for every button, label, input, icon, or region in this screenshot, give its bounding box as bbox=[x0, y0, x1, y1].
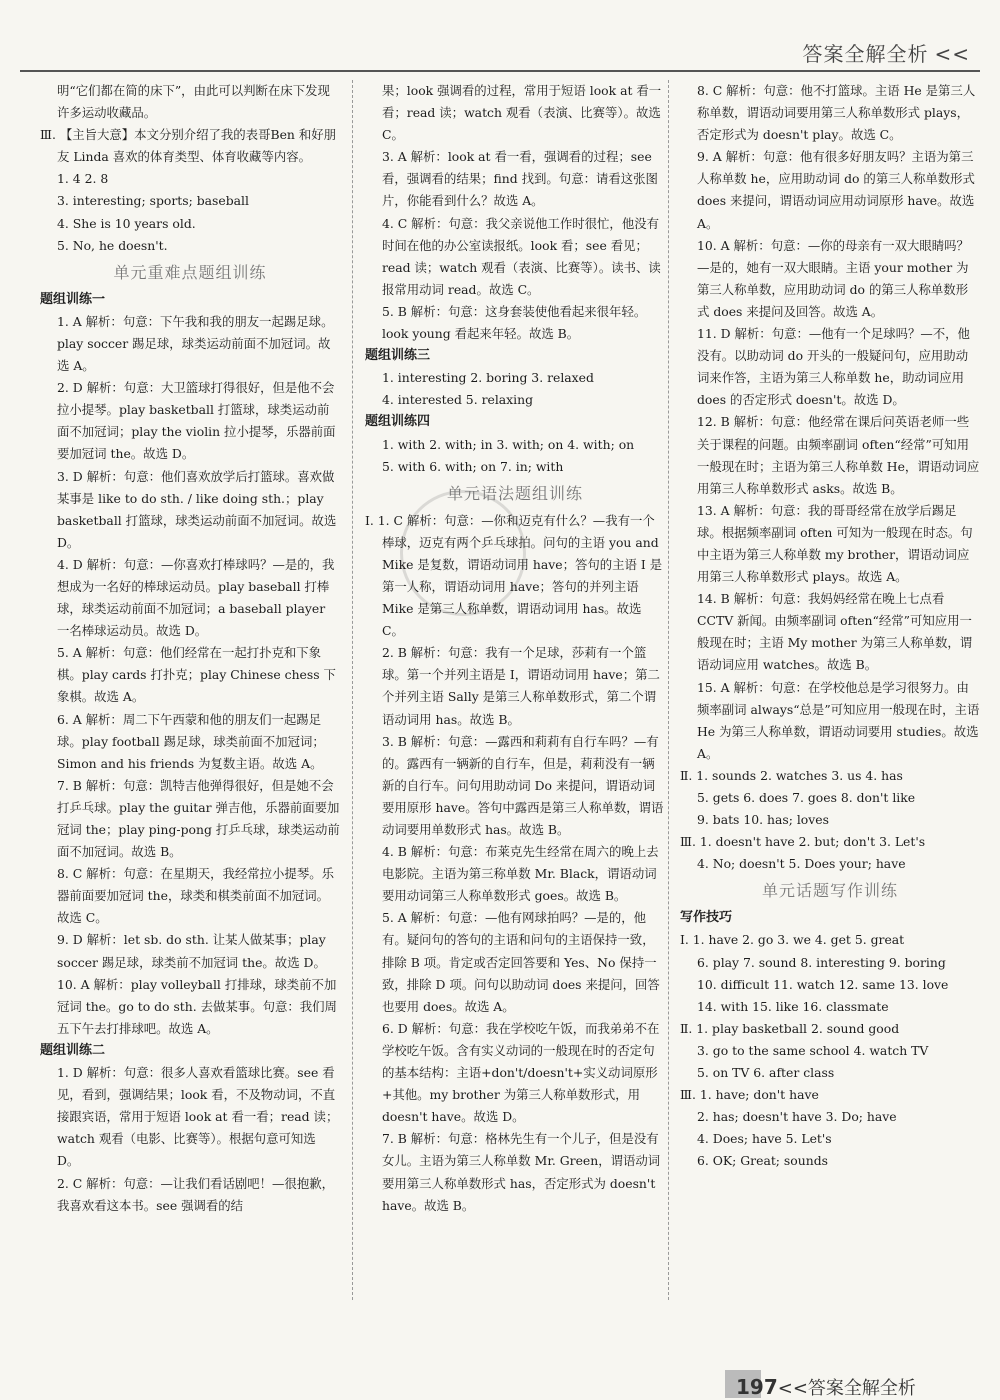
answer-paragraph: 13. A 解析：句意：我的哥哥经常在放学后踢足球。根据频率副词 often 可知为一般现在时态。句中主语为第三人称单数 my brother，谓语动词应用第三人称单数形式 plays。故选 A。 bbox=[697, 502, 973, 585]
page-header bbox=[802, 38, 970, 67]
answer-paragraph: Ⅰ. 1. C 解析：句意：—你和迈克有什么？—我有一个棒球，迈克有两个乒乓球拍。问句的主语 you and Mike 是复数，谓语动词用 have；答句的主语 I 是第一人称，谓语动词用 have；答句的并列主语 Mike 是第三人称单数，谓语动词用 has。故选 C。 bbox=[365, 512, 663, 639]
answer-paragraph: Ⅱ. 1. play basketball 2. sound good bbox=[680, 1020, 900, 1036]
answer-paragraph: 2. B 解析：句意：我有一个足球，莎莉有一个篮球。第一个并列主语是 I，谓语动词用 have；第二个并列主语 Sally 是第三人称单数形式，第二个谓语动词用 has。故选 B。 bbox=[382, 645, 660, 727]
answer-paragraph: 7. B 解析：句意：格林先生有一个儿子，但是没有女儿。主语为第三人称单数 Mr. Green，谓语动词要用第三人称单数形式 has，否定形式为 doesn't have。故选 B。 bbox=[382, 1131, 661, 1213]
column-left bbox=[40, 80, 340, 1217]
page-footer bbox=[736, 1374, 916, 1400]
section-title: 单元重难点题组训练 bbox=[113, 262, 267, 282]
answer-paragraph: 1. A 解析：句意：下午我和我的朋友一起踢足球。play soccer 踢足球，球类运动前面不加冠词。故选 A。 bbox=[57, 313, 334, 374]
footer-title: 答案全解全析 bbox=[807, 1378, 916, 1399]
answer-paragraph: 4. Does; have 5. Let's bbox=[697, 1131, 832, 1147]
answer-paragraph: 9. A 解析：句意：他有很多好朋友吗？主语为第三人称单数 he，应用助动词 do 的第三人称单数形式 does 来提问，谓语动词应用动词原形 have。故选 A。 bbox=[697, 149, 975, 231]
subsection-title: 题组训练一 bbox=[40, 291, 106, 307]
subsection-title: 题组训练二 bbox=[40, 1042, 106, 1058]
column-right bbox=[680, 80, 980, 1173]
answer-paragraph: 15. A 解析：句意：在学校他总是学习很努力。由频率副词 always“总是”可知应用一般现在时，主语 He 为第三人称单数，谓语动词要用 studies。故选 A。 bbox=[697, 679, 980, 761]
answer-paragraph: 3. D 解析：句意：他们喜欢放学后打篮球。喜欢做某事是 like to do sth. / like doing sth.；play basketball 打篮球，球类运动前面不加冠词。故选 D。 bbox=[57, 468, 337, 550]
answer-paragraph: 4. No; doesn't 5. Does your; have bbox=[697, 856, 906, 872]
answer-paragraph: 9. D 解析：let sb. do sth. 让某人做某事；play soccer 踢足球，球类前不加冠词 the。故选 D。 bbox=[57, 932, 326, 970]
subsection-title: 题组训练四 bbox=[365, 414, 431, 430]
subsection-title: 题组训练三 bbox=[365, 348, 431, 364]
chevron-icon: << bbox=[777, 1378, 808, 1399]
answer-paragraph: Ⅰ. 1. have 2. go 3. we 4. get 5. great bbox=[680, 932, 905, 948]
answer-paragraph: 12. B 解析：句意：他经常在课后问英语老师一些关于课程的问题。由频率副词 often“经常”可知用一般现在时；主语为第三人称单数 He，谓语动词应用第三人称单数形式 asks。故选 B。 bbox=[697, 414, 980, 496]
answer-paragraph: 8. C 解析：句意：在星期天，我经常拉小提琴。乐器前面要加冠词 the，球类和棋类前面不加冠词。故选 C。 bbox=[57, 866, 334, 926]
answer-paragraph: 5. on TV 6. after class bbox=[697, 1065, 835, 1081]
answer-paragraph: 4. B 解析：句意：布莱克先生经常在周六的晚上去电影院。主语为第三称单数 Mr. Black，谓语动词要用动词第三人称单数形式 goes。故选 B。 bbox=[382, 844, 659, 904]
answer-paragraph: Ⅱ. 1. sounds 2. watches 3. us 4. has bbox=[680, 767, 903, 783]
answer-paragraph: 5. with 6. with; on 7. in; with bbox=[382, 458, 564, 474]
answer-paragraph: 8. C 解析：句意：他不打篮球。主语 He 是第三人称单数，谓语动词要用第三人称单数形式 plays，否定形式为 doesn't play。故选 C。 bbox=[697, 83, 976, 143]
answer-paragraph: 3. B 解析：句意：—露西和莉莉有自行车吗？—有的。露西有一辆新的自行车，但是，莉莉没有一辆新的自行车。问句用助动词 Do 来提问，谓语动词要用原形 have。答句中露西是第三人称单数，谓语动词要用单数形式 has。故选 B。 bbox=[382, 733, 664, 837]
column-divider bbox=[352, 80, 353, 1300]
header-rule bbox=[20, 70, 980, 72]
answer-paragraph: 6. play 7. sound 8. interesting 9. boring bbox=[697, 954, 946, 970]
answer-paragraph: 4. interested 5. relaxing bbox=[382, 392, 534, 408]
answer-paragraph: 5. No, he doesn't. bbox=[57, 237, 168, 253]
answer-paragraph: 9. bats 10. has; loves bbox=[697, 812, 829, 828]
page-number: 197 bbox=[736, 1375, 778, 1399]
answer-paragraph: 1. interesting 2. boring 3. relaxed bbox=[382, 370, 594, 386]
answer-paragraph: 7. B 解析：句意：凯特吉他弹得很好，但是她不会打乒乓球。play the guitar 弹吉他，乐器前面要加冠词 the；play ping-pong 打乒乓球，球类运动前面不加冠词。故选 B。 bbox=[57, 777, 340, 860]
answer-paragraph: 14. B 解析：句意：我妈妈经常在晚上七点看 CCTV 新闻。由频率副词 often“经常”可知应用一般现在时；主语 My mother 为第三人称单数，谓语动词应用 watches。故选 B。 bbox=[697, 591, 973, 673]
answer-paragraph: 1. with 2. with; in 3. with; on 4. with; on bbox=[382, 436, 635, 452]
chevron-icon: << bbox=[934, 42, 970, 66]
answer-paragraph: 10. difficult 11. watch 12. same 13. love bbox=[697, 976, 949, 992]
header-title: 答案全解全析 bbox=[802, 42, 929, 66]
column-divider bbox=[668, 80, 669, 1300]
answer-paragraph: 6. OK; Great; sounds bbox=[697, 1153, 828, 1169]
answer-paragraph: 6. D 解析：句意：我在学校吃午饭，而我弟弟不在学校吃午饭。含有实义动词的一般现在时的否定句的基本结构：主语+don't/doesn't+实义动词原形+其他。my brother 为第三人称单数形式，用 doesn't have。故选 D。 bbox=[382, 1020, 660, 1125]
answer-paragraph: Ⅲ. 1. doesn't have 2. but; don't 3. Let's bbox=[680, 834, 926, 850]
answer-paragraph: 1. D 解析：句意：很多人喜欢看篮球比赛。see 看见，看到，强调结果；look 看，不及物动词，不直接跟宾语，常用于短语 look at 看一看；read 读；watch 观看（电影、比赛等）。根据句意可知选 D。 bbox=[57, 1065, 339, 1169]
answer-paragraph: 2. D 解析：句意：大卫篮球打得很好，但是他不会拉小提琴。play basketball 打篮球，球类运动前面不加冠词；play the violin 拉小提琴，乐器前面要加冠词 the。故选 D。 bbox=[57, 380, 336, 462]
column-middle bbox=[365, 80, 665, 1217]
answer-paragraph: 3. interesting; sports; baseball bbox=[57, 193, 249, 209]
answer-paragraph: 2. C 解析：句意：—让我们看话剧吧！—很抱歉，我喜欢看这本书。see 强调看的结 bbox=[57, 1175, 334, 1213]
subsection-title: 写作技巧 bbox=[680, 910, 733, 926]
answer-paragraph: 5. A 解析：句意：—他有网球拍吗？—是的，他有。疑问句的答句的主语和问句的主语保持一致，排除 B 项。肯定或否定回答要和 Yes、No 保持一致，排除 D 项。问句以助动词 does 来提问，回答也要用 does。故选 A。 bbox=[382, 910, 660, 1014]
answer-paragraph: 4. She is 10 years old. bbox=[57, 215, 196, 231]
answer-paragraph: Ⅲ. 1. have; don't have bbox=[680, 1087, 819, 1103]
answer-paragraph: 3. go to the same school 4. watch TV bbox=[697, 1042, 929, 1058]
answer-paragraph: 10. A 解析：play volleyball 打排球，球类前不加冠词 the。go to do sth. 去做某事。句意：我们周五下午去打排球吧。故选 A。 bbox=[57, 976, 337, 1036]
answer-paragraph: 14. with 15. like 16. classmate bbox=[697, 998, 889, 1014]
answer-paragraph: 明“它们都在简的床下”，由此可以判断在床下发现许多运动收藏品。 bbox=[57, 83, 330, 121]
answer-paragraph: 果；look 强调看的过程，常用于短语 look at 看一看；read 读；watch 观看（表演、比赛等）。故选 C。 bbox=[382, 83, 662, 143]
answer-paragraph: 5. A 解析：句意：他们经常在一起打扑克和下象棋。play cards 打扑克；play Chinese chess 下象棋。故选 A。 bbox=[57, 645, 336, 705]
answer-paragraph: 5. B 解析：句意：这身套装使他看起来很年轻。look young 看起来年轻。故选 B。 bbox=[382, 303, 647, 342]
answer-paragraph: 1. 4 2. 8 bbox=[57, 171, 109, 187]
answer-paragraph: 5. gets 6. does 7. goes 8. don't like bbox=[697, 790, 916, 805]
section-title: 单元语法题组训练 bbox=[446, 483, 583, 503]
answer-paragraph: 4. C 解析：句意：我父亲说他工作时很忙，他没有时间在他的办公室读报纸。look 看；see 看见；read 读；watch 观看（表演、比赛等）。读书、读报常用动词 read。故选 C。 bbox=[382, 215, 661, 297]
section-title: 单元话题写作训练 bbox=[761, 881, 898, 901]
answer-paragraph: 11. D 解析：句意：—他有一个足球吗？—不，他没有。以助动词 do 开头的一般疑问句，应用助动词来作答，主语为第三人称单数 he，助动词应用 does 的否定形式 doesn't。故选 D。 bbox=[697, 326, 970, 408]
answer-paragraph: Ⅲ. 【主旨大意】本文分别介绍了我的表哥Ben 和好朋友 Linda 喜欢的体育类型、体育收藏等内容。 bbox=[40, 127, 336, 165]
answer-paragraph: 2. has; doesn't have 3. Do; have bbox=[697, 1109, 897, 1125]
answer-paragraph: 3. A 解析：look at 看一看，强调看的过程；see 看，强调看的结果；find 找到。句意：请看这张图片，你能看到什么？故选 A。 bbox=[382, 149, 658, 209]
answer-paragraph: 6. A 解析：周二下午西蒙和他的朋友们一起踢足球。play football 踢足球，球类前面不加冠词；Simon and his friends 为复数主语。故选 A。 bbox=[57, 711, 325, 771]
answer-paragraph: 10. A 解析：句意：—你的母亲有一双大眼睛吗？—是的，她有一双大眼睛。主语 your mother 为第三人称单数，应用助动词 do 的第三人称单数形式 does 来提问及回答。故选 A。 bbox=[697, 237, 969, 319]
answer-paragraph: 4. D 解析：句意：—你喜欢打棒球吗？—是的，我想成为一名好的棒球运动员。play baseball 打棒球，球类运动前面不加冠词；a baseball player 一名棒球运动员。故选 D。 bbox=[57, 556, 335, 639]
